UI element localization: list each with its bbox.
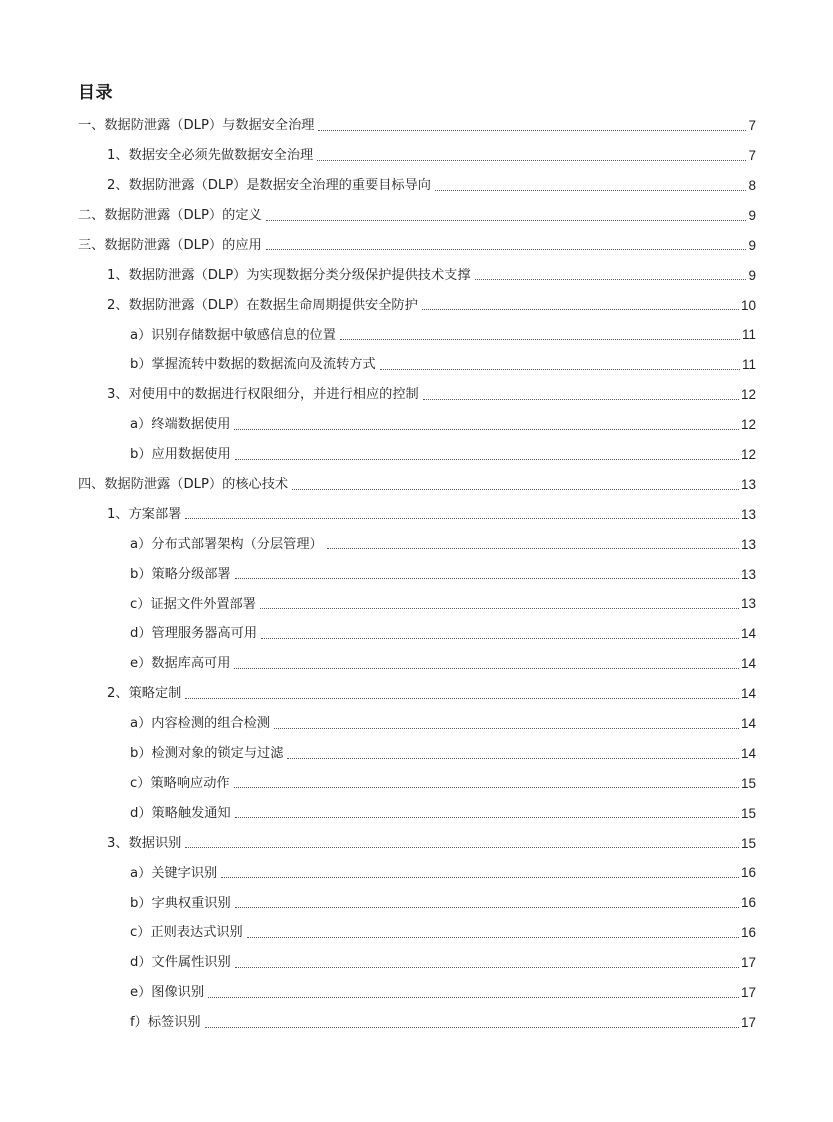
toc-entry[interactable] [78,141,756,171]
dot-leader [292,488,739,490]
toc-entry[interactable] [78,709,756,739]
toc-page-number: 13 [740,596,756,612]
dot-leader [221,876,739,878]
toc-page-number: 7 [748,118,756,134]
dot-leader [208,996,739,998]
toc-entry-text: 2、策略定制 [107,686,182,702]
toc-entry[interactable] [78,559,756,589]
toc-entry[interactable] [78,380,756,410]
toc-entry-text: a）关键字识别 [130,865,218,881]
dot-leader [234,786,739,788]
toc-entry-text: d）策略触发通知 [130,805,231,821]
toc-entry[interactable] [78,111,756,141]
toc-entry[interactable] [78,858,756,888]
toc-entry[interactable] [78,679,756,709]
toc-entry[interactable] [78,828,756,858]
dot-leader [327,547,739,549]
toc-entry[interactable] [78,529,756,559]
toc-title: 目录 [78,83,113,103]
toc-page-number: 17 [740,1014,756,1030]
toc-entry-text: d）管理服务器高可用 [130,626,258,642]
toc-entry-text: b）字典权重识别 [130,895,231,911]
toc-page-number: 7 [748,148,756,164]
toc-page-number: 12 [740,446,756,462]
dot-leader [317,159,746,161]
dot-leader [235,906,739,908]
dot-leader [205,1026,739,1028]
toc-entry[interactable] [78,739,756,769]
toc-page-number: 16 [740,925,756,941]
toc-entry[interactable] [78,410,756,440]
toc-page-number: 13 [740,476,756,492]
toc-page-number: 9 [748,237,756,253]
toc-page-number: 14 [740,626,756,642]
toc-entry[interactable] [78,649,756,679]
toc-page-number: 8 [748,177,756,193]
dot-leader [340,338,740,340]
toc-page-number: 15 [740,805,756,821]
toc-entry[interactable] [78,260,756,290]
dot-leader [380,368,740,370]
toc-entry-text: 1、数据安全必须先做数据安全治理 [107,148,314,164]
toc-page-number: 14 [740,686,756,702]
toc-entry-text: c）证据文件外置部署 [130,596,256,612]
toc-page-number: 15 [740,775,756,791]
toc-entry[interactable] [78,769,756,799]
dot-leader [234,428,739,430]
toc-page-number: 14 [740,745,756,761]
toc-entry-text: a）识别存储数据中敏感信息的位置 [130,327,336,343]
toc-entry[interactable] [78,350,756,380]
dot-leader [274,727,739,729]
toc-entry-text: 1、方案部署 [107,506,182,522]
dot-leader [475,278,747,280]
toc-entry-text: e）图像识别 [130,985,205,1001]
toc-entry[interactable] [78,500,756,530]
dot-leader [435,189,747,191]
toc-page-number: 14 [740,656,756,672]
toc-entry-text: f）标签识别 [130,1015,201,1031]
toc-entry-text: c）正则表达式识别 [130,925,243,941]
toc-entry[interactable] [78,201,756,231]
toc-entry-text: b）应用数据使用 [130,447,231,463]
toc-entry-text: 二、数据防泄露（DLP）的定义 [78,208,262,224]
toc-entry-text: 一、数据防泄露（DLP）与数据安全治理 [78,118,315,134]
toc-entry[interactable] [78,798,756,828]
dot-leader [266,248,747,250]
dot-leader [235,577,739,579]
dot-leader [266,219,747,221]
toc-entry[interactable] [78,171,756,201]
toc-page-number: 13 [740,506,756,522]
dot-leader [234,667,739,669]
toc-entry-text: 3、对使用中的数据进行权限细分，并进行相应的控制 [107,387,419,403]
dot-leader [185,697,739,699]
toc-entry[interactable] [78,440,756,470]
dot-leader [422,308,739,310]
dot-leader [235,816,739,818]
toc-page-number: 9 [748,207,756,223]
toc-entry-text: 1、数据防泄露（DLP）为实现数据分类分级保护提供技术支撑 [107,267,471,283]
toc-entry[interactable] [78,470,756,500]
toc-page-number: 13 [740,566,756,582]
toc-entry-text: 2、数据防泄露（DLP）是数据安全治理的重要目标导向 [107,178,431,194]
dot-leader [261,637,739,639]
toc-entry[interactable] [78,320,756,350]
toc-entry-text: c）策略响应动作 [130,775,230,791]
dot-leader [260,607,739,609]
toc-page-number: 15 [740,835,756,851]
toc-entry[interactable] [78,1008,756,1038]
toc-entry-text: a）分布式部署架构（分层管理） [130,536,323,552]
toc-page-number: 10 [740,297,756,313]
toc-entry-text: a）内容检测的组合检测 [130,716,270,732]
toc-entry[interactable] [78,231,756,261]
toc-entry[interactable] [78,948,756,978]
toc-entry[interactable] [78,619,756,649]
toc-entry[interactable] [78,978,756,1008]
dot-leader [423,398,739,400]
dot-leader [247,936,739,938]
toc-entry[interactable] [78,589,756,619]
dot-leader [318,129,746,131]
dot-leader [185,846,739,848]
toc-entry-text: e）数据库高可用 [130,656,231,672]
toc-page-number: 9 [748,267,756,283]
toc-entry-text: 2、数据防泄露（DLP）在数据生命周期提供安全防护 [107,297,418,313]
toc-page-number: 12 [740,387,756,403]
dot-leader [235,966,739,968]
toc-entry-text: d）文件属性识别 [130,955,231,971]
toc-entry-text: 四、数据防泄露（DLP）的核心技术 [78,477,289,493]
toc-page-number: 12 [740,417,756,433]
toc-entry-text: b）策略分级部署 [130,566,231,582]
toc-page-number: 16 [740,895,756,911]
dot-leader [185,517,739,519]
toc-page-number: 17 [740,955,756,971]
table-of-contents [78,111,756,1038]
toc-entry-text: b）检测对象的锁定与过滤 [130,746,284,762]
toc-entry-text: 三、数据防泄露（DLP）的应用 [78,237,262,253]
toc-entry[interactable] [78,918,756,948]
toc-entry-text: 3、数据识别 [107,835,182,851]
toc-page-number: 16 [740,865,756,881]
toc-page-number: 11 [741,327,756,343]
toc-page-number: 11 [741,357,756,373]
toc-page-number: 13 [740,536,756,552]
toc-entry[interactable] [78,290,756,320]
toc-entry-text: a）终端数据使用 [130,417,231,433]
dot-leader [235,458,739,460]
toc-page-number: 14 [740,716,756,731]
toc-entry-text: b）掌握流转中数据的数据流向及流转方式 [130,357,376,373]
toc-page-number: 17 [740,985,756,1001]
toc-entry[interactable] [78,888,756,918]
dot-leader [287,757,739,759]
